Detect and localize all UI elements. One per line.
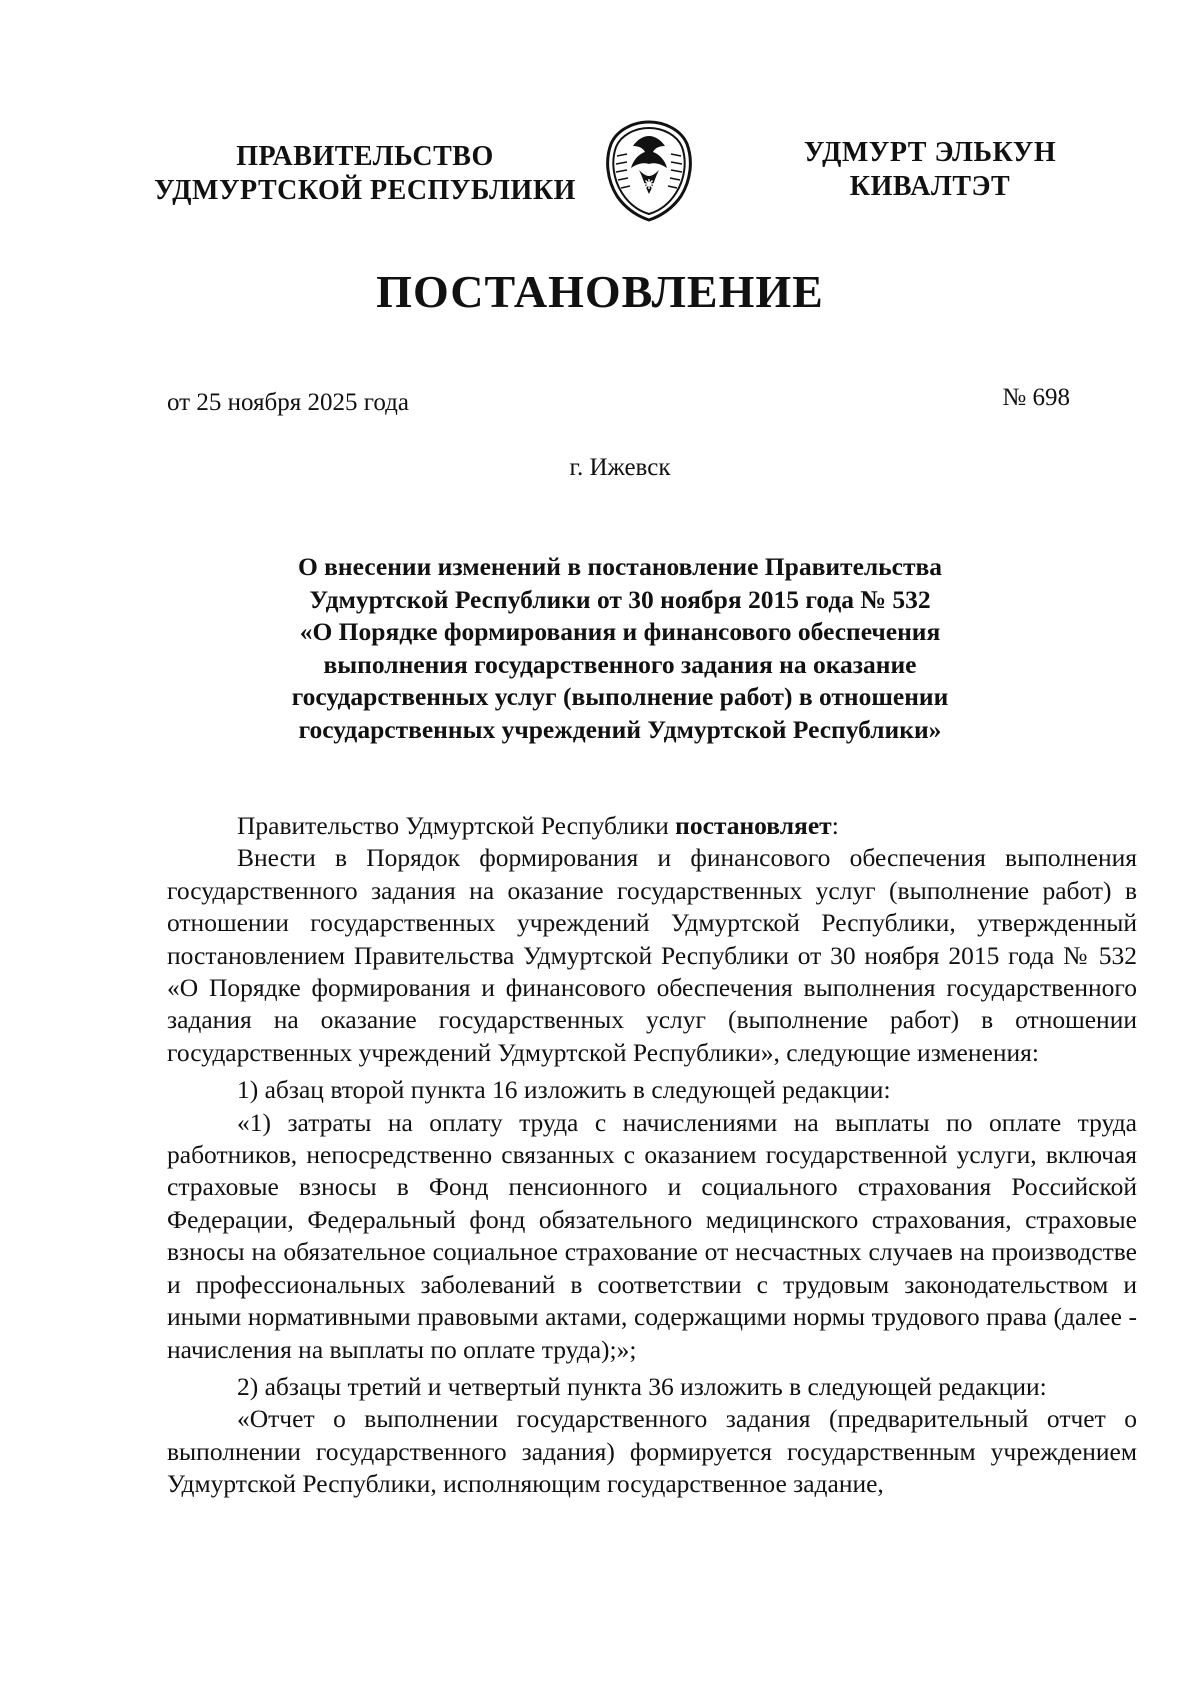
document-number: № 698 (1002, 384, 1070, 411)
document-subject (260, 551, 980, 746)
header-left (130, 140, 600, 208)
item-2-text: «Отчет о выполнении государственного задания (предварительный отчет о выполнении государственного задания) формируется государственным учреждением Удмуртской Республики, исполняющим государственное задание, (167, 1404, 1137, 1499)
subject-line: «О Порядке формирования и финансового обеспечения (299, 617, 941, 646)
item-2: 2) абзацы третий и четвертый пункта 36 изложить в следующей редакции: (237, 1371, 1047, 1401)
header-right (780, 136, 1080, 204)
item-1: 1) абзац второй пункта 16 изложить в следующей редакции: (237, 1075, 891, 1105)
subject-line: О внесении изменений в постановление Правительства (297, 552, 943, 581)
item-1-text: «1) затраты на оплату труда с начислениями на выплаты по оплате труда работников, непосредственно связанных с оказанием государственной услуги, включая страховые взносы в Фонд пенсионного и социального страхования Российской Федерации, Федеральный фонд обязательного медицинского страхования, страховые взносы на обязательное социальное страхование от несчастных случаев на производстве и профессиональных заболеваний в соответствии с трудовым законодательством и иными нормативными правовыми актами, содержащими нормы трудового права (далее - начисления на выплаты по оплате труда);»; (167, 1107, 1137, 1364)
document-body (167, 810, 1137, 1501)
preamble-end: : (831, 811, 839, 840)
subject-line: государственных услуг (выполнение работ) в отношении (291, 682, 949, 711)
preamble (167, 810, 1137, 842)
document-date: от 25 ноября 2025 года (167, 389, 409, 416)
paragraph-1: Внести в Порядок формирования и финансового обеспечения выполнения государственного задания на оказание государственных услуг (выполнение работ) в отношении государственных учреждений Удмуртской Республики, утвержденный постановлением Правительства Удмуртской Республики от 30 ноября 2015 года № 532 «О Порядке формирования и финансового обеспечения выполнения государственного задания на оказание государственных услуг (выполнение работ) в отношении государственных учреждений Удмуртской Республики», следующие изменения: (167, 843, 1137, 1067)
preamble-bold: постановляет (675, 811, 832, 840)
subject-line: государственных учреждений Удмуртской Республики» (298, 714, 942, 744)
udmurt-emblem-icon (603, 118, 695, 224)
header-left-line2: УДМУРТСКОЙ РЕСПУБЛИКИ (154, 175, 576, 206)
subject-line: выполнения государственного задания на оказание (323, 649, 917, 679)
header-right-line1: УДМУРТ ЭЛЬКУН (803, 137, 1057, 168)
header-right-line2: КИВАЛТЭТ (849, 171, 1011, 202)
document-city: г. Ижевск (569, 454, 671, 481)
preamble-text: Правительство Удмуртской Республики (237, 811, 676, 840)
document-type: ПОСТАНОВЛЕНИЕ (376, 266, 824, 317)
subject-line: Удмуртской Республики от 30 ноября 2015 года № 532 (309, 584, 931, 614)
header-left-line1: ПРАВИТЕЛЬСТВО (236, 141, 494, 172)
